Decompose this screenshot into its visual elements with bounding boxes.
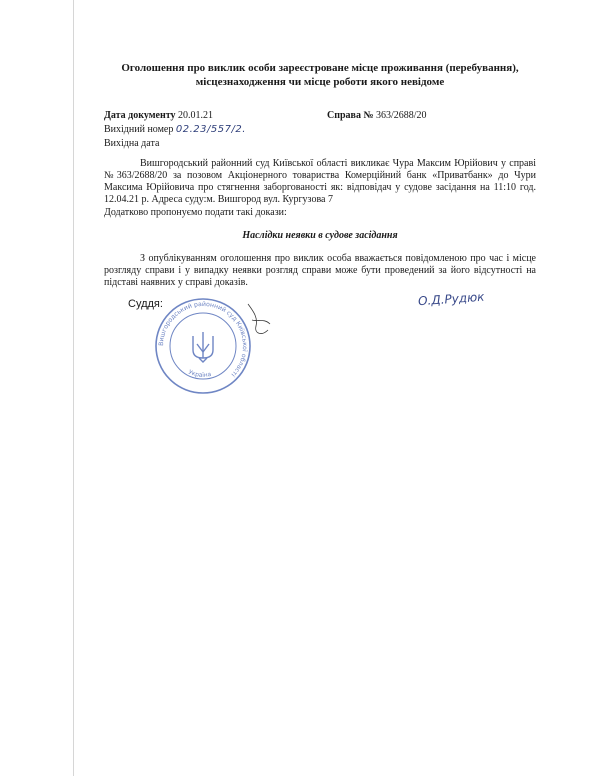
document-title	[100, 61, 540, 89]
consequences-paragraph: З опублікуванням оголошення про виклик особа вважається повідомленою про час і місце розгляду справи і у випадку неявки розгляд справи може бути проведений за його відсутності на підставі наявних у справі доказів.	[104, 253, 536, 288]
outgoing-date-label: Вихідна дата	[104, 138, 160, 149]
court-seal-stamp	[153, 296, 253, 396]
case-label: Справа №	[327, 110, 374, 121]
outgoing-date-row	[104, 137, 159, 150]
date-value: 20.01.21	[178, 110, 213, 121]
judge-label: Суддя:	[128, 298, 163, 310]
title-line-2: місцезнаходження чи місце роботи якого невідоме	[195, 76, 445, 88]
stamp-inner-text: Україна	[187, 368, 212, 379]
svg-text:Україна	[187, 369, 212, 379]
scan-edge-line	[73, 0, 74, 776]
stamp-outer-text: Вишгородський районний суд Київської області	[157, 300, 249, 379]
judge-initial-scribble	[244, 300, 274, 340]
consequences-heading: Наслідки неявки в судове засідання	[242, 230, 398, 241]
outgoing-number-row	[104, 123, 246, 136]
case-row	[327, 109, 427, 122]
trident-emblem-icon	[193, 332, 213, 362]
evidence-paragraph: Додатково пропонуємо подати такі докази:	[104, 207, 287, 218]
outgoing-number-handwritten: 02.23/557/2.	[175, 124, 246, 135]
date-label: Дата документу	[104, 110, 176, 121]
judge-signature: О.Д.Рудюк	[417, 289, 485, 309]
title-line-1: Оголошення про виклик особи зареєстроване місце проживання (перебування),	[121, 62, 519, 74]
date-row	[104, 109, 213, 122]
outgoing-number-label: Вихідний номер	[104, 124, 174, 135]
case-value: 363/2688/20	[376, 110, 427, 121]
summons-paragraph: Вишгородський районний суд Київської області викликає Чура Максим Юрійович у справі №363/2688/20 за позовом Акціонерного товариства Комерційний банк «Приватбанк» до Чури Максима Юрійовича про стягнення заборгованості як: відповідач у судове засідання на 11:10 год. 12.04.21 р. Адреса суду:м. Вишгород вул. Кургузова 7	[104, 158, 536, 205]
